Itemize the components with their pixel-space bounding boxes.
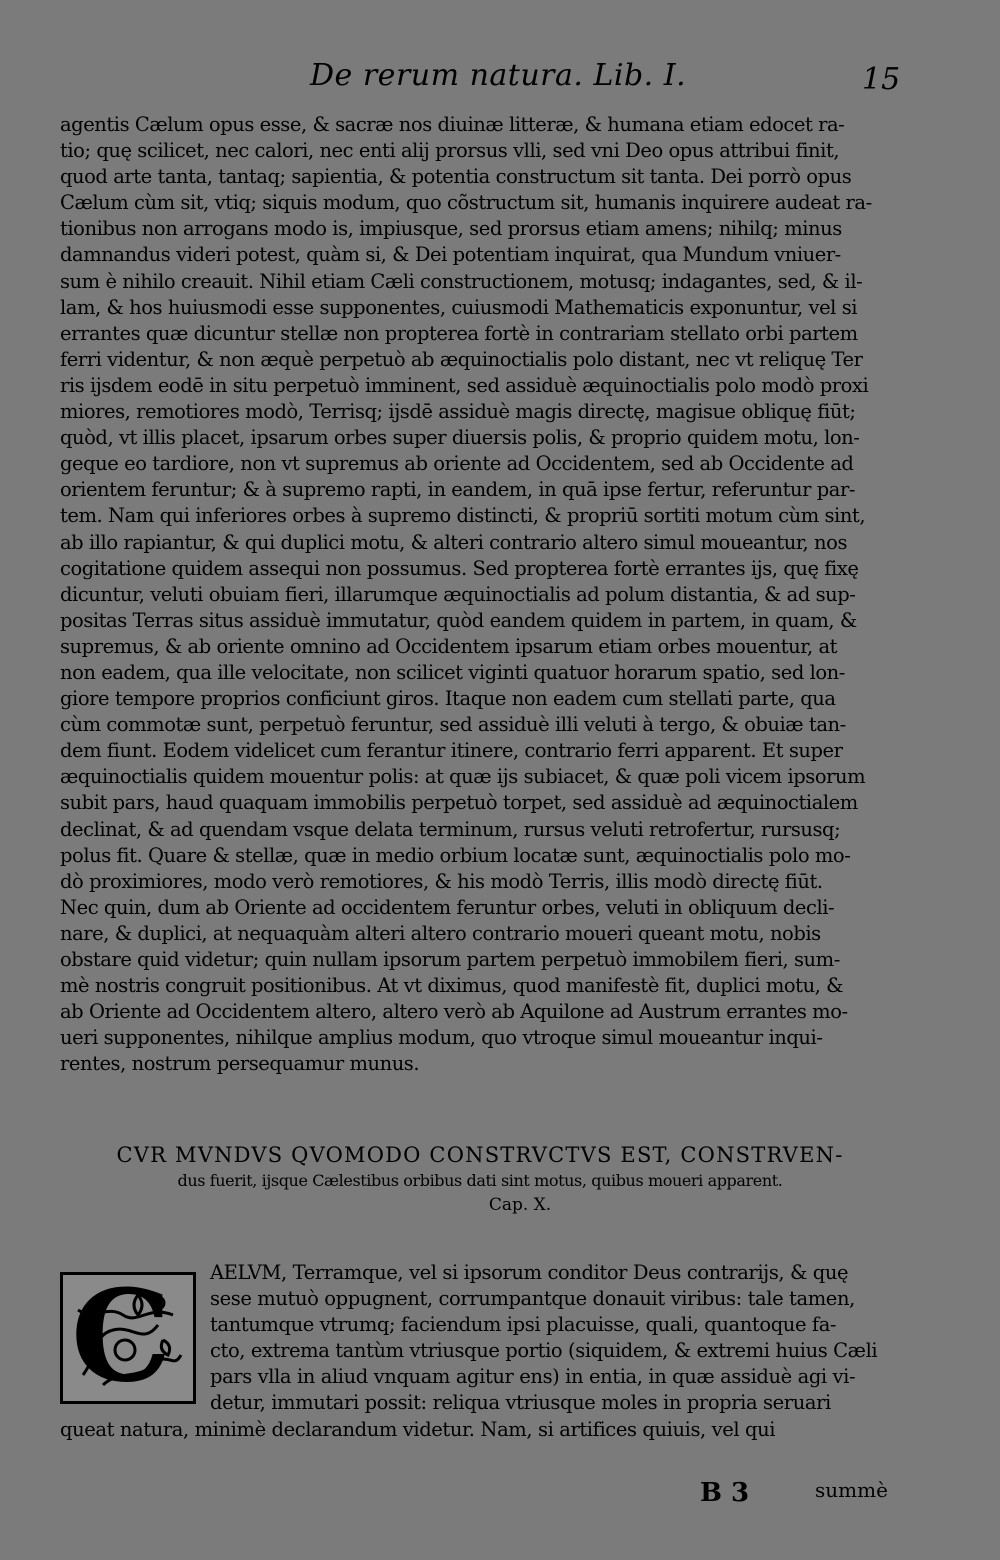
text-line xyxy=(60,1077,905,1103)
text-line: polus fit. Quare & stellæ, quæ in medio orbium locatæ sunt, æquinoctialis polo mo- xyxy=(60,843,851,867)
body-text xyxy=(60,112,905,1104)
chapter-text xyxy=(60,1260,905,1443)
text-line: non eadem, qua ille velocitate, non scilicet viginti quatuor horarum spatio, sed lon- xyxy=(60,660,845,684)
text-line: mè nostris congruit positionibus. At vt diximus, quod manifestè fit, duplici motu, & xyxy=(60,974,844,998)
text-line: sum è nihilo creauit. Nihil etiam Cæli constructionem, motusq; indagantes, sed, & il- xyxy=(60,269,863,293)
text-line: queat natura, minimè declarandum videtur. Nam, si artifices quiuis, vel qui xyxy=(60,1417,776,1441)
chapter-heading xyxy=(60,1140,900,1218)
text-line: dem fiunt. Eodem videlicet cum ferantur itinere, contrario ferri apparent. Et super xyxy=(60,739,843,763)
text-line: giore tempore proprios conficiunt giros. Itaque non eadem cum stellati parte, qua xyxy=(60,687,836,711)
text-line: agentis Cælum opus esse, & sacræ nos diuinæ litteræ, & humana etiam edocet ra- xyxy=(60,113,845,136)
text-line: dicuntur, veluti obuiam fieri, illarumque æquinoctialis ad polum distantia, & ad sup- xyxy=(60,582,856,606)
signature-mark: B 3 xyxy=(700,1478,750,1508)
text-line: ueri supponentes, nihilque amplius modum, quo vtroque simul moueantur inqui- xyxy=(60,1026,823,1050)
text-line: supremus, & ab oriente omnino ad Occidentem ipsarum etiam orbes mouentur, at xyxy=(60,634,838,658)
text-line: cogitatione quidem assequi non possumus. Sed propterea fortè errantes ijs, quę fixę xyxy=(60,556,859,580)
text-line: lam, & hos huiusmodi esse supponentes, cuiusmodi Mathematicis exponuntur, vel si xyxy=(60,295,858,319)
chapter-subtitle: dus fuerit, ijsque Cælestibus orbibus dati sint motus, quibus moueri apparent. xyxy=(177,1171,783,1190)
text-line: ferri videntur, & non æquè perpetuò ab æquinoctialis polo distant, nec vt reliquę Ter xyxy=(60,347,863,371)
text-line: geque eo tardiore, non vt supremus ab oriente ad Occidentem, sed ab Occidente ad xyxy=(60,452,854,476)
text-line: tem. Nam qui inferiores orbes à supremo distincti, & propriū sortiti motum cùm sint, xyxy=(60,504,866,528)
text-line: tantumque vtrumq; faciendum ipsi placuisse, quali, quantoque fa- xyxy=(210,1313,837,1337)
text-line: sese mutuò oppugnent, corrumpantque donauit viribus: tale tamen, xyxy=(210,1287,855,1311)
text-line: ab Oriente ad Occidentem altero, altero verò ab Aquilone ad Austrum errantes mo- xyxy=(60,1000,848,1024)
text-line: damnandus videri potest, quàm si, & Dei potentiam inquirat, qua Mundum vniuer- xyxy=(60,243,841,267)
text-line: Nec quin, dum ab Oriente ad occidentem feruntur orbes, veluti in obliquum decli- xyxy=(60,895,835,919)
text-line: quod arte tanta, tantaq; sapientia, & potentia constructum sit tanta. Dei porrò opus xyxy=(60,165,852,189)
running-title: De rerum natura. Lib. I. xyxy=(310,58,687,93)
text-line: æquinoctialis quidem mouentur polis: at quæ ijs subiacet, & quæ poli vicem ipsorum xyxy=(60,765,866,789)
text-line: tionibus non arrogans modo is, impiusque, sed prorsus etiam amens; nihilq; minus xyxy=(60,217,842,241)
catchword: summè xyxy=(815,1478,888,1502)
text-line: AELVM, Terramque, vel si ipsorum conditor Deus contrarijs, & quę xyxy=(210,1261,849,1284)
text-line: positas Terras situs assiduè immutatur, quòd eandem quidem in partem, in quam, & xyxy=(60,608,857,632)
text-line: pars vlla in aliud vnquam agitur ens) in entia, in quæ assiduè agi vi- xyxy=(210,1365,856,1389)
text-line: cùm commotæ sunt, perpetuò feruntur, sed assiduè illi veluti à tergo, & obuiæ tan- xyxy=(60,713,846,737)
text-line: tio; quę scilicet, nec calori, nec enti alij prorsus vlli, sed vni Deo opus attribui finit, xyxy=(60,139,840,163)
chapter-title: CVR MVNDVS QVOMODO CONSTRVCTVS EST, CONSTRVEN- xyxy=(116,1143,844,1167)
initial-letter: C xyxy=(71,1262,172,1410)
text-line: nare, & duplici, at nequaquàm alteri altero contrario moueri queant motu, nobis xyxy=(60,921,821,945)
text-line: ris ijsdem eodē in situ perpetuò imminent, sed assiduè æquinoctialis polo modò proxi xyxy=(60,373,869,397)
text-line: cto, extrema tantùm vtriusque portio (siquidem, & extremi huius Cæli xyxy=(210,1339,878,1363)
text-line: rentes, nostrum persequamur munus. xyxy=(60,1052,420,1076)
text-line: miores, remotiores modò, Terrisq; ijsdē assiduè magis directę, magisue obliquę fiūt; xyxy=(60,400,856,424)
text-line: orientem feruntur; & à supremo rapti, in eandem, in quā ipse fertur, referuntur par- xyxy=(60,478,855,502)
text-line: subit pars, haud quaquam immobilis perpetuò torpet, sed assiduè ad æquinoctialem xyxy=(60,791,858,815)
text-line: detur, immutari possit: reliqua vtriusque moles in propria seruari xyxy=(210,1391,831,1415)
text-line: quòd, vt illis placet, ipsarum orbes super diuersis polis, & proprio quidem motu, lon- xyxy=(60,426,860,450)
text-line: Cælum cùm sit, vtiq; siquis modum, quo cõstructum sit, humanis inquirere audeat ra- xyxy=(60,191,872,215)
text-line: ab illo rapiantur, & qui duplici motu, & alteri contrario altero simul moueantur, nos xyxy=(60,530,848,554)
chapter-number: Cap. X. xyxy=(488,1195,552,1215)
text-line: declinat, & ad quendam vsque delata terminum, rursus veluti retrofertur, rursusq; xyxy=(60,817,841,841)
text-line: obstare quid videtur; quin nullam ipsorum partem perpetuò immobilem fieri, sum- xyxy=(60,948,840,971)
text-line: errantes quæ dicuntur stellæ non propterea fortè in contrariam stellato orbi partem xyxy=(60,321,858,345)
text-line: dò proximiores, modo verò remotiores, & his modò Terris, illis modò directę fiūt. xyxy=(60,869,823,893)
page-number: 15 xyxy=(862,62,901,97)
